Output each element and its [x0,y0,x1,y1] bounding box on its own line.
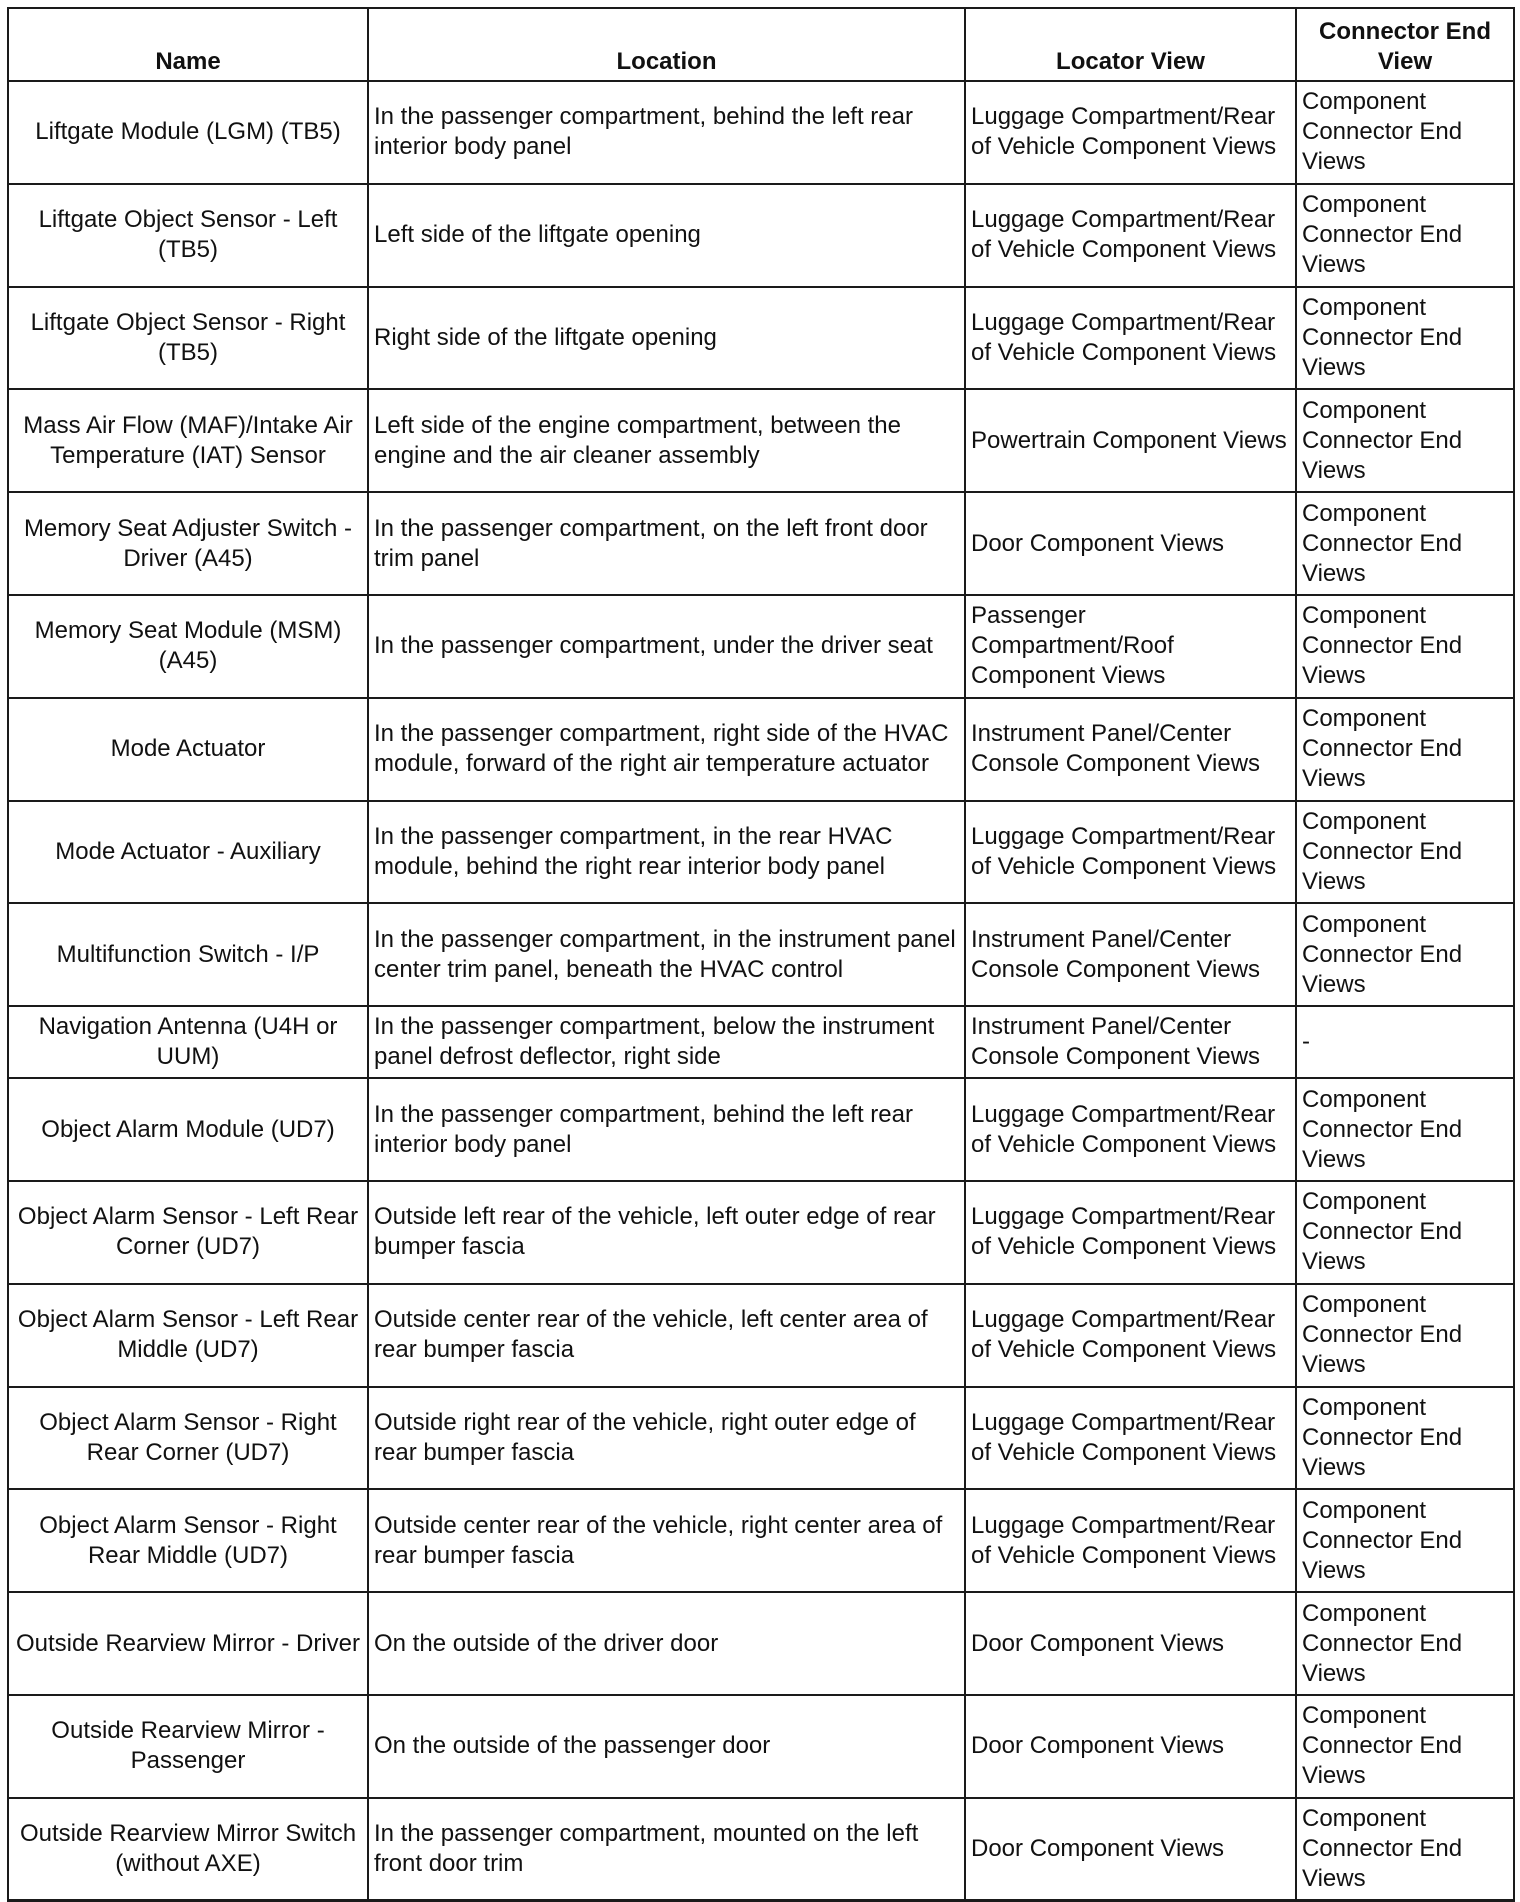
location-cell: In the passenger compartment, mounted on the left front door trim [368,1798,965,1901]
header-row [8,8,1514,81]
location-cell: Left side of the engine compartment, between the engine and the air cleaner assembly [368,389,965,492]
connector-end-view-cell: Component Connector End Views [1296,1078,1514,1181]
name-cell: Mass Air Flow (MAF)/Intake Air Temperature (IAT) Sensor [8,389,368,492]
locator-view-cell: Luggage Compartment/Rear of Vehicle Component Views [965,1078,1296,1181]
connector-end-view-cell: Component Connector End Views [1296,698,1514,801]
location-cell: In the passenger compartment, behind the left rear interior body panel [368,1078,965,1181]
connector-end-view-cell: Component Connector End Views [1296,1695,1514,1798]
location-cell: Outside right rear of the vehicle, right outer edge of rear bumper fascia [368,1387,965,1490]
name-cell: Liftgate Object Sensor - Left (TB5) [8,184,368,287]
name-cell: Object Alarm Sensor - Left Rear Corner (UD7) [8,1181,368,1284]
connector-end-view-cell: - [1296,1006,1514,1078]
locator-view-cell: Luggage Compartment/Rear of Vehicle Component Views [965,1181,1296,1284]
locator-view-cell: Powertrain Component Views [965,389,1296,492]
table-row [8,698,1514,801]
table-row [8,1695,1514,1798]
table-row [8,1006,1514,1078]
table-row [8,1489,1514,1592]
connector-end-view-cell: Component Connector End Views [1296,1181,1514,1284]
location-cell: Left side of the liftgate opening [368,184,965,287]
table-row [8,903,1514,1006]
table-row [8,389,1514,492]
connector-end-view-cell: Component Connector End Views [1296,1798,1514,1901]
connector-end-view-cell: Component Connector End Views [1296,1489,1514,1592]
connector-end-view-cell: Component Connector End Views [1296,81,1514,184]
name-cell: Outside Rearview Mirror - Passenger [8,1695,368,1798]
location-cell: Outside left rear of the vehicle, left outer edge of rear bumper fascia [368,1181,965,1284]
table-row [8,1387,1514,1490]
connector-end-view-cell: Component Connector End Views [1296,1284,1514,1387]
name-cell: Object Alarm Sensor - Left Rear Middle (UD7) [8,1284,368,1387]
locator-view-cell: Luggage Compartment/Rear of Vehicle Component Views [965,184,1296,287]
locator-view-cell: Door Component Views [965,492,1296,595]
locator-view-cell: Luggage Compartment/Rear of Vehicle Component Views [965,1489,1296,1592]
name-cell: Liftgate Module (LGM) (TB5) [8,81,368,184]
locator-view-cell: Luggage Compartment/Rear of Vehicle Component Views [965,287,1296,390]
location-cell: Outside center rear of the vehicle, left center area of rear bumper fascia [368,1284,965,1387]
locator-view-cell: Luggage Compartment/Rear of Vehicle Component Views [965,801,1296,904]
connector-end-view-cell: Component Connector End Views [1296,1387,1514,1490]
table-row [8,1181,1514,1284]
location-cell: In the passenger compartment, in the instrument panel center trim panel, beneath the HVAC control [368,903,965,1006]
connector-end-view-cell: Component Connector End Views [1296,287,1514,390]
name-cell: Object Alarm Module (UD7) [8,1078,368,1181]
table-row [8,1798,1514,1901]
table-row [8,81,1514,184]
location-cell: In the passenger compartment, behind the left rear interior body panel [368,81,965,184]
table-row [8,184,1514,287]
header-name: Name [8,8,368,81]
name-cell: Liftgate Object Sensor - Right (TB5) [8,287,368,390]
connector-end-view-cell: Component Connector End Views [1296,801,1514,904]
locator-view-cell: Luggage Compartment/Rear of Vehicle Component Views [965,1387,1296,1490]
locator-view-cell: Instrument Panel/Center Console Component Views [965,1006,1296,1078]
location-cell: In the passenger compartment, in the rear HVAC module, behind the right rear interior body panel [368,801,965,904]
table-row [8,1078,1514,1181]
location-cell: On the outside of the driver door [368,1592,965,1695]
table-row [8,801,1514,904]
locator-view-cell: Luggage Compartment/Rear of Vehicle Component Views [965,81,1296,184]
connector-end-view-cell: Component Connector End Views [1296,492,1514,595]
name-cell: Mode Actuator [8,698,368,801]
name-cell: Outside Rearview Mirror Switch (without AXE) [8,1798,368,1901]
table-row [8,595,1514,698]
connector-end-view-cell: Component Connector End Views [1296,389,1514,492]
locator-view-cell: Luggage Compartment/Rear of Vehicle Component Views [965,1284,1296,1387]
name-cell: Outside Rearview Mirror - Driver [8,1592,368,1695]
connector-end-view-cell: Component Connector End Views [1296,903,1514,1006]
location-cell: On the outside of the passenger door [368,1695,965,1798]
table-row [8,1284,1514,1387]
header-connector-end-view: Connector End View [1296,8,1514,81]
connector-end-view-cell: Component Connector End Views [1296,595,1514,698]
name-cell: Object Alarm Sensor - Right Rear Corner (UD7) [8,1387,368,1490]
locator-view-cell: Door Component Views [965,1695,1296,1798]
table-row [8,1592,1514,1695]
locator-view-cell: Instrument Panel/Center Console Component Views [965,698,1296,801]
locator-view-cell: Door Component Views [965,1592,1296,1695]
location-cell: In the passenger compartment, on the left front door trim panel [368,492,965,595]
component-locator-table [7,7,1515,1902]
connector-end-view-cell: Component Connector End Views [1296,1592,1514,1695]
locator-view-cell: Door Component Views [965,1798,1296,1901]
header-locator-view: Locator View [965,8,1296,81]
connector-end-view-cell: Component Connector End Views [1296,184,1514,287]
name-cell: Multifunction Switch - I/P [8,903,368,1006]
location-cell: In the passenger compartment, right side of the HVAC module, forward of the right air temperature actuator [368,698,965,801]
header-location: Location [368,8,965,81]
location-cell: In the passenger compartment, below the instrument panel defrost deflector, right side [368,1006,965,1078]
locator-view-cell: Passenger Compartment/Roof Component Views [965,595,1296,698]
name-cell: Navigation Antenna (U4H or UUM) [8,1006,368,1078]
name-cell: Mode Actuator - Auxiliary [8,801,368,904]
table-row [8,492,1514,595]
name-cell: Memory Seat Module (MSM) (A45) [8,595,368,698]
location-cell: Right side of the liftgate opening [368,287,965,390]
table-row [8,287,1514,390]
name-cell: Object Alarm Sensor - Right Rear Middle (UD7) [8,1489,368,1592]
locator-view-cell: Instrument Panel/Center Console Component Views [965,903,1296,1006]
location-cell: In the passenger compartment, under the driver seat [368,595,965,698]
location-cell: Outside center rear of the vehicle, right center area of rear bumper fascia [368,1489,965,1592]
name-cell: Memory Seat Adjuster Switch - Driver (A45) [8,492,368,595]
